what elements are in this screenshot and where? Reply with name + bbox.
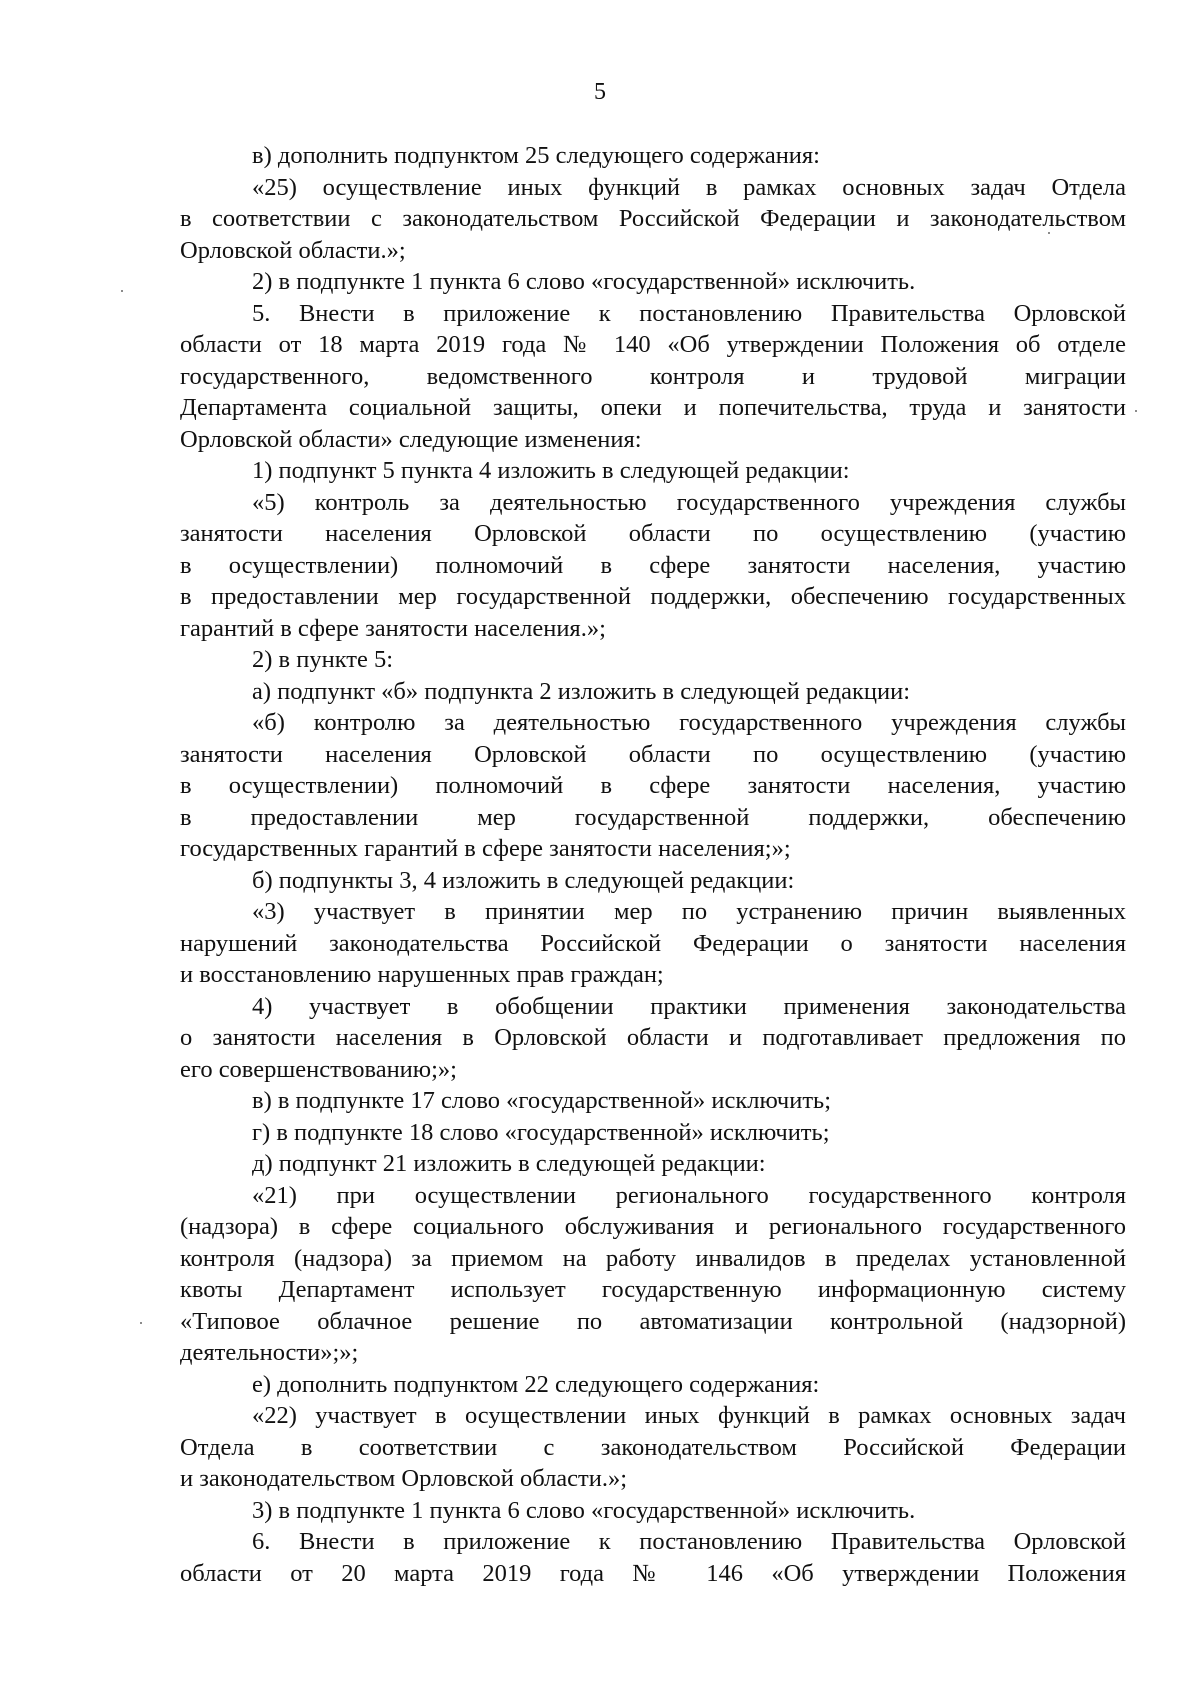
text-line: «Типовое облачное решение по автоматизации контрольной (надзорной) (180, 1307, 1126, 1335)
text-line: контроля (надзора) за приемом на работу инвалидов в пределах установленной (180, 1244, 1126, 1272)
scan-speck (140, 1322, 142, 1324)
text-line: области от 20 марта 2019 года № 146 «Об утверждении Положения (180, 1559, 1126, 1587)
text-line: области от 18 марта 2019 года № 140 «Об утверждении Положения об отделе (180, 331, 1126, 358)
text-line: «3) участвует в принятии мер по устранению причин выявленных (252, 898, 1126, 925)
text-line: государственных гарантий в сфере занятости населения;»; (180, 835, 791, 862)
text-line: гарантий в сфере занятости населения.»; (180, 614, 606, 642)
text-line: 3) в подпункте 1 пункта 6 слово «государственной» исключить. (252, 1496, 916, 1524)
scan-speck (121, 290, 123, 292)
text-line: государственного, ведомственного контроля и трудовой миграции (180, 362, 1126, 390)
text-line: Орловской области» следующие изменения: (180, 425, 642, 453)
text-line: о занятости населения в Орловской области и подготавливает предложения по (180, 1024, 1126, 1051)
text-line: е) дополнить подпунктом 22 следующего содержания: (252, 1370, 820, 1398)
text-line: нарушений законодательства Российской Федерации о занятости населения (180, 929, 1126, 957)
text-line: в) дополнить подпунктом 25 следующего содержания: (252, 142, 820, 169)
text-line: 1) подпункт 5 пункта 4 изложить в следующей редакции: (252, 457, 850, 484)
document-body (180, 140, 1126, 1589)
text-line: его совершенствованию;»; (180, 1055, 457, 1083)
text-line: 2) в подпункте 1 пункта 6 слово «государственной» исключить. (252, 268, 916, 295)
text-line: (надзора) в сфере социального обслуживания и регионального государственного (180, 1213, 1126, 1240)
text-line: 2) в пункте 5: (252, 646, 394, 673)
text-line: 5. Внести в приложение к постановлению Правительства Орловской (252, 299, 1126, 327)
text-line: а) подпункт «б» подпункта 2 изложить в следующей редакции: (252, 677, 911, 705)
text-line: «25) осуществление иных функций в рамках основных задач Отдела (252, 173, 1126, 201)
text-line: 4) участвует в обобщении практики применения законодательства (252, 992, 1126, 1020)
text-line: «5) контроль за деятельностью государственного учреждения службы (252, 488, 1126, 516)
text-line: в предоставлении мер государственной поддержки, обеспечению государственных (180, 583, 1126, 610)
page-number: 5 (594, 79, 606, 105)
text-line: деятельности»;»; (180, 1339, 359, 1366)
text-line: б) подпункты 3, 4 изложить в следующей редакции: (252, 866, 795, 894)
text-line: и законодательством Орловской области.»; (180, 1465, 628, 1492)
text-line: «21) при осуществлении регионального государственного контроля (252, 1181, 1126, 1209)
text-line: в осуществлении) полномочий в сфере занятости населения, участию (180, 772, 1126, 799)
text-line: занятости населения Орловской области по осуществлению (участию (180, 740, 1126, 768)
text-line: г) в подпункте 18 слово «государственной» исключить; (252, 1118, 830, 1146)
text-line: в соответствии с законодательством Российской Федерации и законодательством (180, 205, 1126, 232)
text-line: «22) участвует в осуществлении иных функций в рамках основных задач (252, 1402, 1126, 1429)
text-line: занятости населения Орловской области по осуществлению (участию (180, 520, 1126, 547)
text-line: 6. Внести в приложение к постановлению Правительства Орловской (252, 1528, 1126, 1555)
scan-speck (1048, 232, 1050, 234)
text-line: Отдела в соответствии с законодательством Российской Федерации (180, 1433, 1126, 1461)
text-line: д) подпункт 21 изложить в следующей редакции: (252, 1150, 766, 1177)
text-line: квоты Департамент использует государственную информационную систему (180, 1276, 1126, 1303)
scan-speck (1135, 410, 1137, 412)
text-line: в предоставлении мер государственной поддержки, обеспечению (180, 803, 1126, 831)
text-line: «б) контролю за деятельностью государственного учреждения службы (252, 709, 1126, 736)
text-line: в) в подпункте 17 слово «государственной» исключить; (252, 1087, 832, 1114)
text-line: Орловской области.»; (180, 236, 406, 264)
text-line: и восстановлению нарушенных прав граждан; (180, 961, 664, 988)
text-line: в осуществлении) полномочий в сфере занятости населения, участию (180, 551, 1126, 579)
text-line: Департамента социальной защиты, опеки и попечительства, труда и занятости (180, 394, 1126, 421)
